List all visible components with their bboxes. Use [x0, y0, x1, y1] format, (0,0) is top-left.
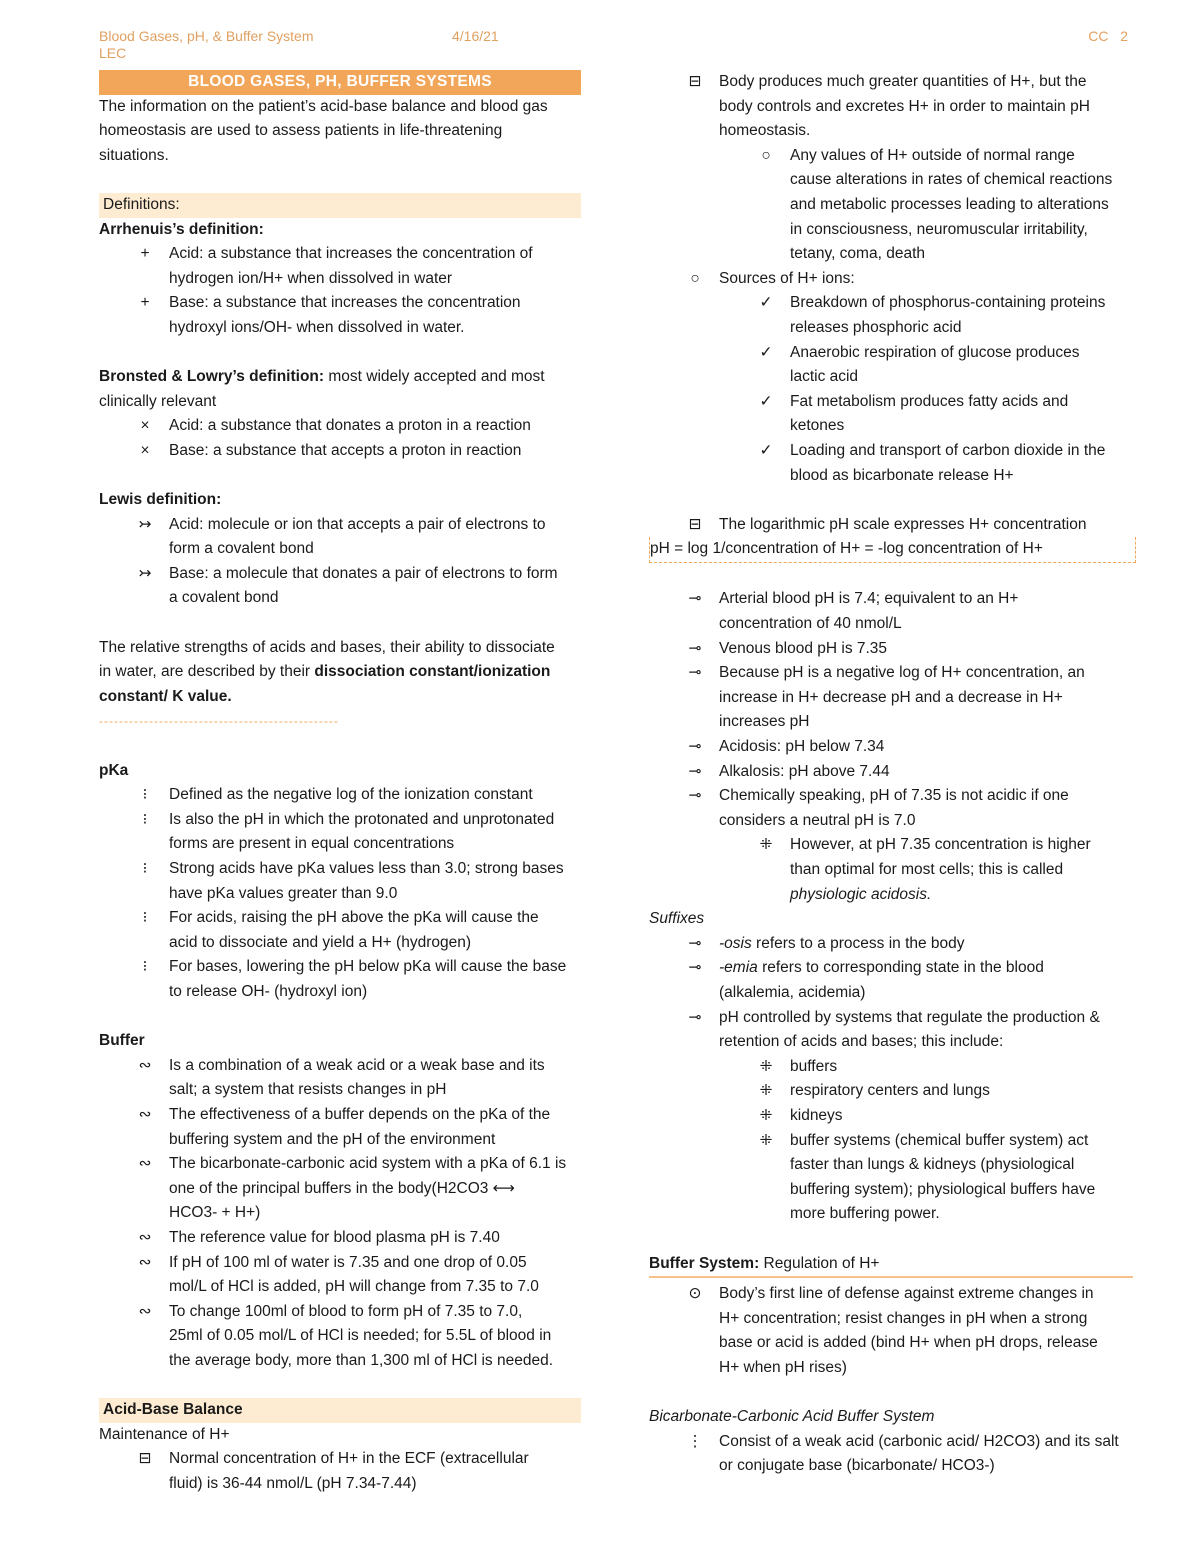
list-item: ⁜ kidneys [649, 1104, 1133, 1129]
plus-bullet-icon: + [140, 245, 150, 263]
arrow-bullet-icon: ⊸ [688, 959, 702, 977]
check-bullet-icon: ✓ [759, 294, 773, 312]
tilde-bullet-icon: ∾ [138, 1155, 152, 1173]
list-item: ⋮ Consist of a weak acid (carbonic acid/ H2CO3) and its salt or conjugate base (bicarbonate/ HCO3-) [649, 1430, 1133, 1479]
circle-bullet-icon: ○ [690, 269, 700, 287]
list-item: ⊸ Alkalosis: pH above 7.44 [649, 760, 1133, 785]
colon-bullet-icon: ⁝ [142, 909, 148, 927]
definitions-heading: Definitions: [99, 193, 581, 218]
bronsted-paragraph: Bronsted & Lowry’s definition: most widely accepted and most [99, 368, 545, 386]
header-date: 4/16/21 [452, 28, 499, 44]
list-item: ✓ Breakdown of phosphorus-containing proteins releases phosphoric acid [649, 291, 1133, 340]
list-item: ⁝ For bases, lowering the pH below pKa will cause the base to release OH- (hydroxyl ion) [99, 955, 581, 1004]
check-bullet-icon: ✓ [759, 343, 773, 361]
pka-heading: pKa [99, 761, 129, 779]
list-item: ∾ To change 100ml of blood to form pH of 7.35 to 7.0, 25ml of 0.05 mol/L of HCl is needed; for 5.5L of blood in the average body, more than 1,300 ml of HCl is needed. [99, 1300, 581, 1374]
arrow-bullet-icon: ⊸ [688, 590, 702, 608]
circle-bullet-icon: ○ [761, 146, 771, 164]
list-item: ∾ The effectiveness of a buffer depends on the pKa of the buffering system and the pH of the environment [99, 1103, 581, 1152]
list-item: ⊙ Body’s first line of defense against extreme changes in H+ concentration; resist changes in pH when a strong base or acid is added (bind H+ when pH drops, release H+ when pH rises) [649, 1282, 1133, 1380]
box-bullet-icon: ⊟ [138, 1450, 152, 1468]
list-item: ⊟ The logarithmic pH scale expresses H+ concentration [649, 513, 1133, 538]
list-item: + Base: a substance that increases the concentration hydroxyl ions/OH- when dissolved in water. [99, 291, 581, 340]
bronsted-heading: Bronsted & Lowry’s definition: [99, 368, 325, 386]
list-item: ⁝ Defined as the negative log of the ionization constant [99, 783, 581, 808]
arrow-bullet-icon: ↣ [138, 564, 152, 582]
list-item: ⊸ Because pH is a negative log of H+ concentration, an increase in H+ decrease pH and a decrease in H+ increases pH [649, 661, 1133, 735]
arrhenius-heading: Arrhenuis’s definition: [99, 220, 264, 238]
list-item: ⊟ Normal concentration of H+ in the ECF (extracellular fluid) is 36-44 nmol/L (pH 7.34-7.44) [99, 1447, 581, 1496]
colon-bullet-icon: ⁝ [142, 810, 148, 828]
box-bullet-icon: ⊟ [688, 73, 702, 90]
tilde-bullet-icon: ∾ [138, 1105, 152, 1123]
list-item: ⊸ Venous blood pH is 7.35 [649, 637, 1133, 662]
cross-dots-bullet-icon: ⁜ [759, 1106, 773, 1124]
list-item: ✓ Fat metabolism produces fatty acids and ketones [649, 390, 1133, 439]
list-item: ✓ Loading and transport of carbon dioxide in the blood as bicarbonate release H+ [649, 439, 1133, 488]
arrow-bullet-icon: ⊸ [688, 787, 702, 805]
arrow-bullet-icon: ⊸ [688, 1008, 702, 1026]
maintenance-line: Maintenance of H+ [99, 1425, 230, 1443]
list-item: ⊸ -osis refers to a process in the body [649, 932, 1133, 957]
check-bullet-icon: ✓ [759, 392, 773, 410]
header-course-page [1088, 28, 1128, 45]
tilde-bullet-icon: ∾ [138, 1228, 152, 1246]
tilde-bullet-icon: ∾ [138, 1302, 152, 1320]
list-item: ⊸ Chemically speaking, pH of 7.35 is not acidic if one considers a neutral pH is 7.0 [649, 784, 1133, 833]
cross-dots-bullet-icon: ⁜ [759, 1082, 773, 1100]
header-subtitle: LEC [99, 45, 127, 61]
colon-bullet-icon: ⁝ [142, 958, 148, 976]
intro-line: homeostasis are used to assess patients in life-threatening [99, 122, 503, 140]
header-page: 2 [1120, 28, 1128, 44]
list-item: ✓ Anaerobic respiration of glucose produces lactic acid [649, 341, 1133, 390]
list-item: ∾ If pH of 100 ml of water is 7.35 and one drop of 0.05 mol/L of HCl is added, pH will change from 7.35 to 7.0 [99, 1251, 581, 1300]
list-item: × Base: a substance that accepts a proton in reaction [99, 439, 581, 464]
acid-base-heading: Acid-Base Balance [99, 1398, 581, 1423]
strength-paragraph: The relative strengths of acids and bases, their ability to dissociate [99, 638, 555, 656]
plus-bullet-icon: + [140, 294, 150, 312]
cross-bullet-icon: × [140, 441, 150, 459]
right-column [649, 70, 1133, 1479]
list-item: ⊸ pH controlled by systems that regulate the production & retention of acids and bases; this include: [649, 1006, 1133, 1055]
list-item: ∾ Is a combination of a weak acid or a weak base and its salt; a system that resists changes in pH [99, 1054, 581, 1103]
buffer-system-heading: Buffer System: Regulation of H+ [649, 1252, 1133, 1279]
intro-line: situations. [99, 146, 169, 164]
list-item: ○ Sources of H+ ions: [649, 267, 1133, 292]
list-item: ⁜ respiratory centers and lungs [649, 1079, 1133, 1104]
list-item: ○ Any values of H+ outside of normal range cause alterations in rates of chemical reactions and metabolic processes leading to alterations in consciousness, neuromuscular irritability, tetany, coma, death [649, 144, 1133, 267]
list-item: ↣ Base: a molecule that donates a pair of electrons to form a covalent bond [99, 562, 581, 611]
list-item: ⁜ buffers [649, 1055, 1133, 1080]
cross-dots-bullet-icon: ⁜ [759, 836, 773, 854]
list-item: ⊸ Arterial blood pH is 7.4; equivalent to an H+ concentration of 40 nmol/L [649, 587, 1133, 636]
bicarbonate-heading: Bicarbonate-Carbonic Acid Buffer System [649, 1408, 935, 1426]
dashed-divider: ------------------------------------------------ [99, 714, 339, 729]
list-item: ⁜ buffer systems (chemical buffer system) act faster than lungs & kidneys (physiological buffering system); physiological buffers have more buffering power. [649, 1129, 1133, 1227]
left-column: BLOOD GASES, PH, BUFFER SYSTEMS The information on the patient’s acid-base balance and blood gas homeostasis are used to assess patients in life-threatening situations. Definitions: Arrhenuis’s definition: + Acid: a substance that increases the concentration of hydrogen ion/H+ when dissolved in water + Base: a substance that increases the concentration hydroxyl ions/OH- when dissolved in water. Bronsted & Lowry’s definition: most widely accepted and most clinically relevant × Acid: a substance that donates a proton in a reaction × Base: a substance that accepts a proton in reaction Lewis definition: ↣ Acid: molecule or ion that accepts a pair of electrons to form a covalent bond ↣ Base: a molecule that donates a pair of electrons to form a covalent bond The relative strengths of acids and bases, their ability to dissociate in water, are described by their dissociation constant/ionization constant/ K value. ------------------------------------------------ pKa ⁝ Defined as the negative log of the ionization constant ⁝ Is also the pH in which the protonated and unprotonated forms are present in equal concentrations ⁝ Strong acids have pKa values less than 3.0; strong bases have pKa values greater than 9.0 ⁝ For acids, raising the pH above the pKa will cause the acid to dissociate and yield a H+ (hydrogen) ⁝ For bases, lowering the pH below pKa will cause the base to release OH- (hydroxyl ion) Buffer ∾ Is a combination of a weak acid or a weak base and its salt; a system that resists changes in pH ∾ The effectiveness of a buffer depends on the pKa of the buffering system and the pH of the environment ∾ The bicarbonate-carbonic acid system with a pKa of 6.1 is one of the principal buffers in the body(H2CO3 ⟷ HCO3- + H+) ∾ The reference value for blood plasma pH is 7.40 ∾ If pH of 100 ml of water is 7.35 and one drop of 0.05 mol/L of HCl is added, pH will change from 7.35 to 7.0 ∾ To change 100ml of blood to form pH of 7.35 to 7.0, 25ml of 0.05 mol/L of HCl is needed; for 5.5L of blood in the average body, more than 1,300 ml of HCl is needed. Acid-Base Balance Maintenance of H+ ⊟ Normal concentration of H+ in the ECF (extracellular fluid) is 36-44 nmol/L (pH 7.34-7.44) [99, 70, 581, 1496]
list-item: ⊸ Acidosis: pH below 7.34 [649, 735, 1133, 760]
ph-formula: pH = log 1/concentration of H+ = -log concentration of H+ [649, 537, 1136, 563]
lewis-heading: Lewis definition: [99, 491, 222, 509]
list-item: ⁝ For acids, raising the pH above the pKa will cause the acid to dissociate and yield a H+ (hydrogen) [99, 906, 581, 955]
list-item: + Acid: a substance that increases the concentration of hydrogen ion/H+ when dissolved in water [99, 242, 581, 291]
box-bullet-icon: ⊟ [688, 515, 702, 533]
header-title: Blood Gases, pH, & Buffer System [99, 28, 314, 44]
arrow-bullet-icon: ↣ [138, 515, 152, 533]
arrow-bullet-icon: ⊸ [688, 934, 702, 952]
list-item: ⁝ Strong acids have pKa values less than 3.0; strong bases have pKa values greater than 9.0 [99, 857, 581, 906]
list-item: ⁜ However, at pH 7.35 concentration is higher than optimal for most cells; this is called physiologic acidosis. [649, 833, 1133, 907]
list-item: ⁝ Is also the pH in which the protonated and unprotonated forms are present in equal concentrations [99, 808, 581, 857]
arrow-bullet-icon: ⊸ [688, 664, 702, 682]
tilde-bullet-icon: ∾ [138, 1056, 152, 1074]
cross-bullet-icon: × [140, 417, 150, 435]
buffer-heading: Buffer [99, 1032, 145, 1050]
cross-dots-bullet-icon: ⁜ [759, 1131, 773, 1149]
cross-dots-bullet-icon: ⁜ [759, 1057, 773, 1075]
colon-bullet-icon: ⁝ [142, 786, 148, 804]
colon-bullet-icon: ⁝ [142, 860, 148, 877]
suffixes-heading: Suffixes [649, 910, 705, 928]
intro-line: The information on the patient’s acid-base balance and blood gas [99, 97, 548, 115]
arrow-bullet-icon: ⊸ [688, 762, 702, 780]
list-item: ↣ Acid: molecule or ion that accepts a pair of electrons to form a covalent bond [99, 513, 581, 562]
circle-dot-bullet-icon: ⊙ [688, 1285, 702, 1303]
list-item: ⊟ Body produces much greater quantities of H+, but the body controls and excretes H+ in order to maintain pH homeostasis. [649, 70, 1133, 144]
vertical-dots-bullet-icon: ⋮ [687, 1432, 703, 1450]
list-item: ∾ The reference value for blood plasma pH is 7.40 [99, 1226, 581, 1251]
arrow-bullet-icon: ⊸ [688, 639, 702, 657]
list-item: × Acid: a substance that donates a proton in a reaction [99, 414, 581, 439]
check-bullet-icon: ✓ [759, 441, 773, 459]
arrow-bullet-icon: ⊸ [688, 738, 702, 756]
tilde-bullet-icon: ∾ [138, 1253, 152, 1271]
list-item: ⊸ -emia refers to corresponding state in the blood (alkalemia, acidemia) [649, 956, 1133, 1005]
header-course: CC [1088, 28, 1109, 44]
list-item: ∾ The bicarbonate-carbonic acid system with a pKa of 6.1 is one of the principal buffers in the body(H2CO3 ⟷ HCO3- + H+) [99, 1152, 581, 1226]
section-banner: BLOOD GASES, PH, BUFFER SYSTEMS [99, 70, 581, 95]
header-title-block [99, 28, 314, 62]
